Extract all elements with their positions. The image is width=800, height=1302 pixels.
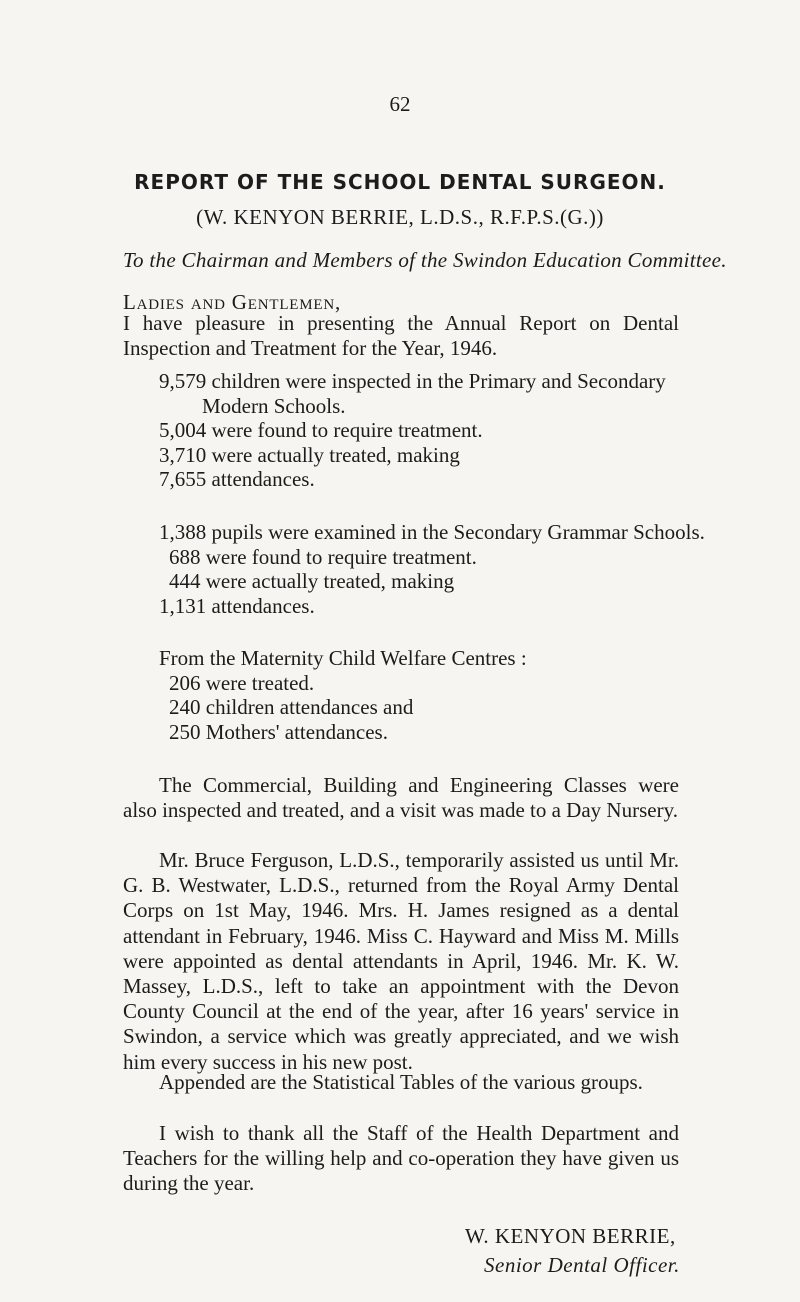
intro-paragraph: I have pleasure in presenting the Annual Report on Dental Inspection and Treatment for the Year, 1946. (123, 311, 679, 360)
classes-paragraph: The Commercial, Building and Engineering Classes were also inspected and treated, and a visit was made to a Day Nursery. (123, 773, 679, 822)
primary-line-1: 9,579 children were inspected in the Primary and Secondary (159, 369, 666, 393)
grammar-line-3: 444 were actually treated, making (169, 569, 455, 593)
grammar-line-4: 1,131 attendances. (159, 594, 315, 618)
report-title: REPORT OF THE SCHOOL DENTAL SURGEON. (134, 170, 666, 194)
signature-name: W. KENYON BERRIE, (465, 1224, 676, 1248)
primary-line-5: 7,655 attendances. (159, 467, 315, 491)
salutation: Ladies and Gentlemen, (123, 290, 342, 314)
maternity-line-1: From the Maternity Child Welfare Centres : (159, 646, 527, 670)
primary-line-4: 3,710 were actually treated, making (159, 443, 460, 467)
grammar-line-2: 688 were found to require treatment. (169, 545, 477, 569)
report-author: (W. KENYON BERRIE, L.D.S., R.F.P.S.(G.)) (196, 205, 604, 229)
primary-line-3: 5,004 were found to require treatment. (159, 418, 483, 442)
maternity-line-2: 206 were treated. (169, 671, 315, 695)
signature-title: Senior Dental Officer. (484, 1253, 680, 1277)
staff-paragraph: Mr. Bruce Ferguson, L.D.S., temporarily assisted us until Mr. G. B. Westwater, L.D.S., returned from the Royal Army Dental Corps on 1st May, 1946. Mrs. H. James resigned as a dental attendant in February, 1946. Miss C. Hayward and Miss M. Mills were appointed as dental attendants in April, 1946. Mr. K. W. Massey, L.D.S., left to take an appointment with the Devon County Council at the end of the year, after 16 years' service in Swindon, a service which was greatly appreciated, and we wish him every success in his new post. (123, 848, 679, 1074)
addressee-line: To the Chairman and Members of the Swindon Education Committee. (123, 248, 727, 272)
appended-paragraph: Appended are the Statistical Tables of the various groups. (159, 1070, 643, 1094)
page-number: 62 (389, 92, 411, 116)
maternity-line-3: 240 children attendances and (169, 695, 414, 719)
thanks-paragraph: I wish to thank all the Staff of the Health Department and Teachers for the willing help and co-operation they have given us during the year. (123, 1121, 679, 1195)
grammar-line-1: 1,388 pupils were examined in the Secondary Grammar Schools. (159, 520, 705, 544)
maternity-line-4: 250 Mothers' attendances. (169, 720, 388, 744)
primary-line-2: Modern Schools. (202, 394, 346, 418)
